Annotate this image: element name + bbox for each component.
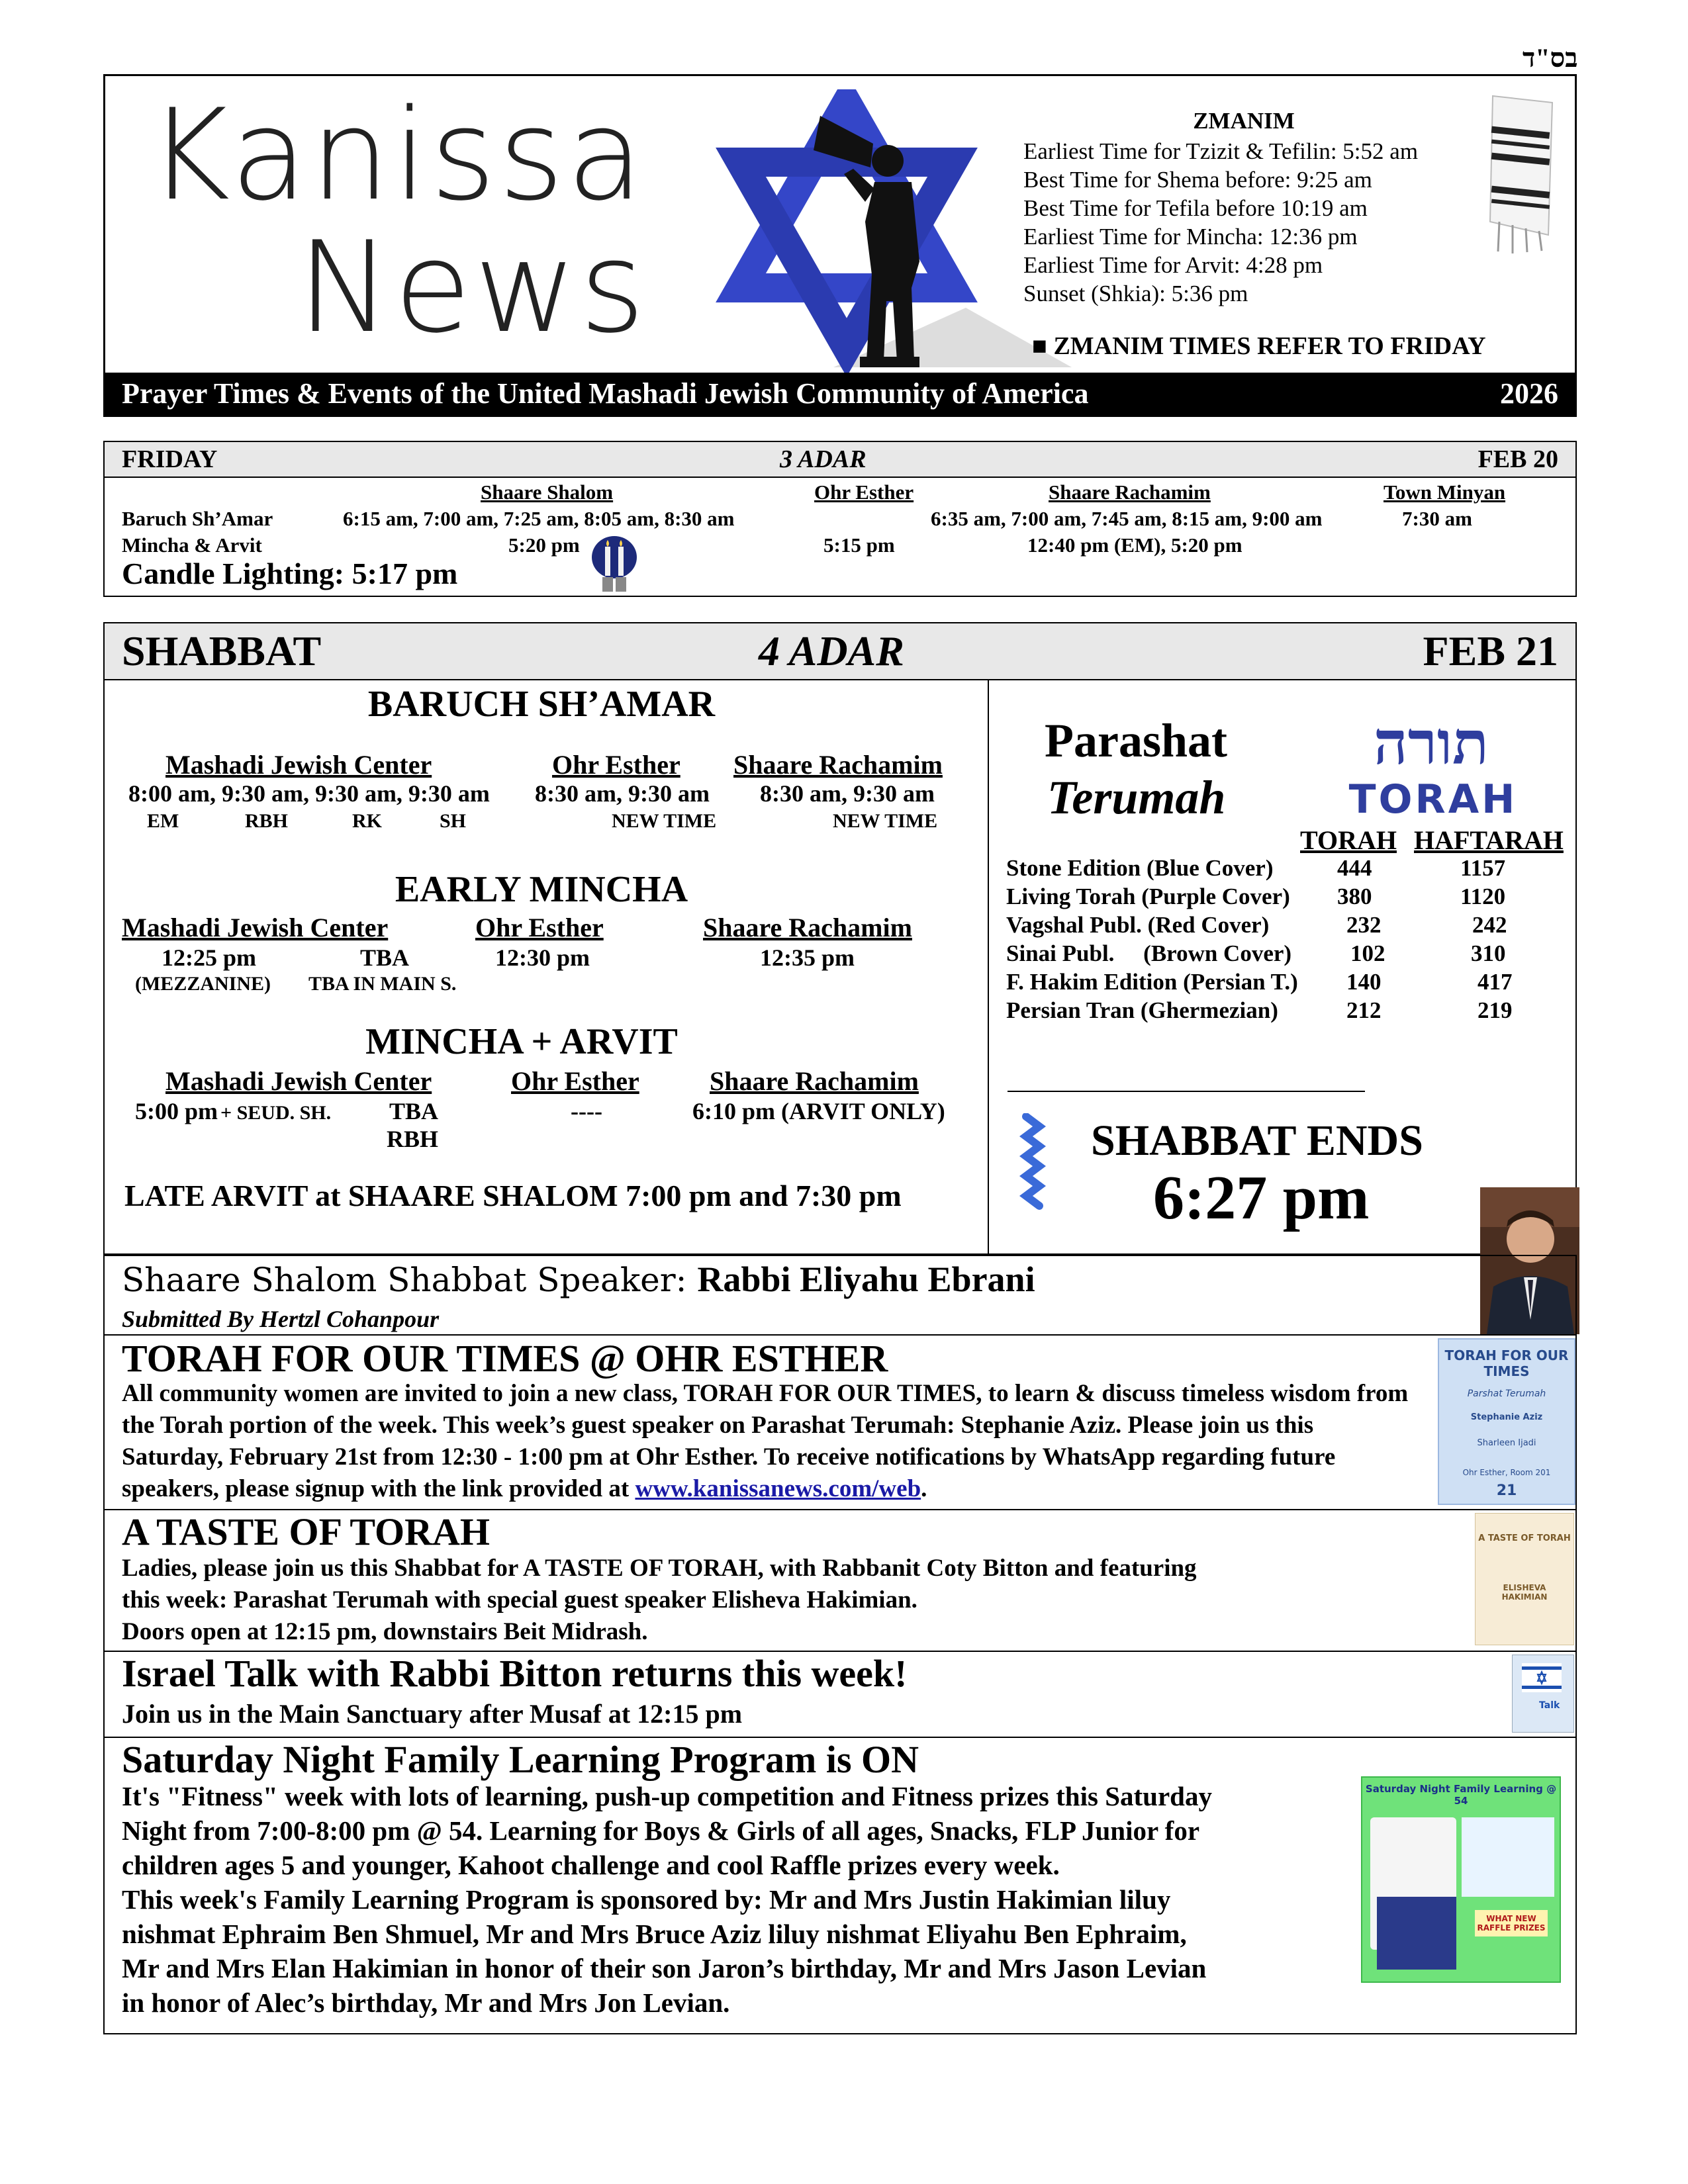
parashat-label: Parashat	[1045, 714, 1227, 767]
friday-col-town-minyan: Town Minyan	[1383, 480, 1506, 504]
zmanim-line: Sunset (Shkia): 5:36 pm	[1023, 281, 1248, 306]
early-note-mezzanine: (MEZZANINE)	[135, 973, 271, 995]
speaker-prefix: Shaare Shalom Shabbat Speaker:	[122, 1261, 698, 1299]
mincha-time-tba: TBA	[389, 1098, 439, 1124]
shabbat-hebrew-date: 4 ADAR	[759, 627, 904, 674]
baruch-sub-em: EM	[147, 810, 179, 832]
shabbat-divider	[988, 679, 989, 1253]
mincha-arvit-title: MINCHA + ARVIT	[365, 1021, 678, 1062]
early-col-mjc: Mashadi Jewish Center	[122, 913, 389, 942]
event-title: Israel Talk with Rabbi Bitton returns this week!	[122, 1652, 908, 1695]
baruch-times-mjc: 8:00 am, 9:30 am, 9:30 am, 9:30 am	[128, 780, 490, 807]
baruch-col-shaare-rachamim: Shaare Rachamim	[733, 750, 943, 780]
square-bullet-icon: ■	[1032, 332, 1054, 360]
friday-row2-oe: 5:15 pm	[823, 533, 895, 557]
masthead-banner	[103, 373, 1577, 415]
early-note-main: TBA IN MAIN S.	[308, 973, 457, 995]
event-torah-times	[105, 1334, 1575, 1510]
baruch-col-mjc: Mashadi Jewish Center	[165, 750, 432, 780]
kanissa-web-link[interactable]: www.kanissanews.com/web	[635, 1475, 921, 1502]
friday-header	[105, 442, 1575, 478]
zmanim-line: Best Time for Tefila before 10:19 am	[1023, 195, 1368, 221]
baruch-sub-new-sr: NEW TIME	[833, 810, 938, 832]
israel-flag-icon	[1522, 1663, 1562, 1692]
mincha-time-sr: 6:10 pm (ARVIT ONLY)	[692, 1098, 945, 1124]
speaker-name: Rabbi Eliyahu Ebrani	[697, 1259, 1035, 1299]
shabbat-day: SHABBAT	[122, 627, 322, 674]
table-row: Sinai Publ. (Brown Cover) 102 310	[1006, 940, 1506, 966]
logo-kanissa: Kanissa	[148, 82, 647, 228]
baruch-sub-new-oe: NEW TIME	[612, 810, 717, 832]
baruch-times-oe: 8:30 am, 9:30 am	[535, 780, 710, 807]
bsd-mark: בס"ד	[1523, 43, 1578, 73]
mincha-seudah-note: + SEUD. SH.	[220, 1102, 332, 1124]
event-body: Ladies, please join us this Shabbat for A TASTE OF TORAH, with Rabbanit Coty Bitton and featuring this week: Parashat Terumah with special guest speaker Elisheva Hakimian. Doors open at 12:15 pm, downstairs Beit Midrash.	[122, 1555, 1197, 1645]
shabbat-ends-time: 6:27 pm	[1153, 1163, 1370, 1232]
event-title: TORAH FOR OUR TIMES @ OHR ESTHER	[122, 1337, 888, 1380]
mincha-time-oe: ----	[571, 1098, 602, 1124]
event-family-learning	[105, 1737, 1575, 2033]
table-row: Stone Edition (Blue Cover) 444 1157	[1006, 855, 1506, 881]
baruch-sub-sh: SH	[440, 810, 467, 832]
early-time-mjc-tba: TBA	[360, 944, 410, 971]
shabbat-date: FEB 21	[1423, 627, 1558, 674]
baruch-sub-rk: RK	[352, 810, 382, 832]
zmanim-line: Earliest Time for Arvit: 4:28 pm	[1023, 252, 1323, 278]
logo-news: News	[297, 214, 648, 361]
early-time-oe: 12:30 pm	[495, 944, 590, 971]
friday-col-shaare-shalom: Shaare Shalom	[481, 480, 614, 504]
late-arvit: LATE ARVIT at SHAARE SHALOM 7:00 pm and 7:30 pm	[124, 1179, 902, 1212]
baruch-sub-rbh: RBH	[245, 810, 289, 832]
early-col-ohr-esther: Ohr Esther	[475, 913, 604, 942]
speaker-line	[122, 1259, 1035, 1300]
zmanim-note: ■ ZMANIM TIMES REFER TO FRIDAY	[1032, 332, 1486, 360]
event-title: A TASTE OF TORAH	[122, 1510, 491, 1553]
table-row: Living Torah (Purple Cover) 380 1120	[1006, 884, 1506, 909]
parashat-name: Terumah	[1047, 771, 1226, 824]
table-col-torah: TORAH	[1300, 825, 1397, 855]
candle-lighting: Candle Lighting: 5:17 pm	[122, 557, 458, 590]
friday-hebrew-date: 3 ADAR	[780, 445, 867, 473]
table-row: F. Hakim Edition (Persian T.) 140 417	[1006, 969, 1513, 995]
mincha-time-rbh: RBH	[387, 1126, 439, 1152]
table-row: Vagshal Publ. (Red Cover) 232 242	[1006, 912, 1507, 938]
friday-row1-tm: 7:30 am	[1402, 507, 1472, 530]
table-col-haftarah: HAFTARAH	[1414, 825, 1564, 855]
zmanim-line: Earliest Time for Mincha: 12:36 pm	[1023, 224, 1358, 250]
friday-col-shaare-rachamim: Shaare Rachamim	[1049, 480, 1211, 504]
event-body: All community women are invited to join a new class, TORAH FOR OUR TIMES, to learn & discuss timeless wisdom from the Torah portion of the week. This week’s guest speaker on Parashat Terumah: Stephanie Aziz. Please join us this Saturday, February 21st from 12:30 - 1:00 pm at Ohr Esther. To receive notifications by WhatsApp regarding future speakers, please signup with the link provided at www.kanissanews.com/web.	[122, 1380, 1409, 1502]
baruch-title: BARUCH SH’AMAR	[367, 684, 716, 725]
speaker-row	[105, 1256, 1575, 1336]
speaker-submitted: Submitted By Hertzl Cohanpour	[122, 1306, 440, 1332]
zmanim-title: ZMANIM	[1193, 108, 1295, 134]
zmanim-line: Best Time for Shema before: 9:25 am	[1023, 167, 1372, 193]
star-of-david-icon	[701, 89, 1072, 381]
early-mincha-title: EARLY MINCHA	[395, 869, 688, 910]
taste-of-torah-flyer: A TASTE OF TORAH ELISHEVA HAKIMIAN	[1475, 1513, 1574, 1645]
friday-day: FRIDAY	[122, 445, 218, 473]
events-section	[103, 1255, 1577, 2034]
mincha-col-mjc: Mashadi Jewish Center	[165, 1066, 432, 1096]
shabbat-section	[103, 622, 1577, 1255]
event-israel-talk	[105, 1651, 1575, 1738]
event-taste-of-torah	[105, 1509, 1575, 1652]
torah-times-flyer: TORAH FOR OUR TIMES Parshat Terumah Stephanie Aziz Sharleen Ijadi Ohr Esther, Room 201 21	[1438, 1338, 1575, 1505]
parashat-rule	[1008, 1091, 1365, 1092]
event-title: Saturday Night Family Learning Program is ON	[122, 1738, 919, 1781]
event-body: Join us in the Main Sanctuary after Musaf at 12:15 pm	[122, 1699, 743, 1729]
zmanim-line: Earliest Time for Tzizit & Tefilin: 5:52 am	[1023, 138, 1419, 164]
early-time-sr: 12:35 pm	[760, 944, 855, 971]
mincha-col-ohr-esther: Ohr Esther	[511, 1066, 639, 1096]
torah-word-logo: TORAH	[1348, 776, 1518, 823]
candles-icon	[589, 535, 639, 594]
table-row: Persian Tran (Ghermezian) 212 219	[1006, 997, 1513, 1023]
tallit-icon	[1479, 89, 1559, 255]
israel-talk-flyer: Talk	[1512, 1655, 1574, 1733]
event-body: It's "Fitness" week with lots of learning, push-up competition and Fitness prizes this Saturday Night from 7:00-8:00 pm @ 54. Learning for Boys & Girls of all ages, Snacks, FLP Junior for children ages 5 and younger, Kahoot challenge and cool Raffle prizes every week. This week's Family Learning Program is sponsored by: Mr and Mrs Justin Hakimian liluy nishmat Ephraim Ben Shmuel, Mr and Mrs Bruce Aziz liluy nishmat Eliyahu Ben Ephraim, Mr and Mrs Elan Hakimian in honor of their son Jaron’s birthday, Mr and Mrs Jason Levian in honor of Alec’s birthday, Mr and Mrs Jon Levian.	[122, 1781, 1212, 2018]
parashat-table	[1006, 854, 1562, 1024]
early-col-shaare-rachamim: Shaare Rachamim	[703, 913, 912, 942]
banner-text: Prayer Times & Events of the United Mashadi Jewish Community of America	[122, 377, 1089, 410]
early-time-mjc: 12:25 pm	[162, 944, 256, 971]
friday-row2-sr: 12:40 pm (EM), 5:20 pm	[1027, 533, 1243, 557]
friday-col-ohr-esther: Ohr Esther	[814, 480, 914, 504]
baruch-col-ohr-esther: Ohr Esther	[552, 750, 680, 780]
friday-date: FEB 20	[1477, 445, 1558, 473]
friday-row1-label: Baruch Sh’Amar	[122, 507, 273, 530]
friday-row2-ss: 5:20 pm	[508, 533, 580, 557]
baruch-times-sr: 8:30 am, 9:30 am	[760, 780, 935, 807]
friday-row1-sr: 6:35 am, 7:00 am, 7:45 am, 8:15 am, 9:00 am	[931, 507, 1323, 530]
shabbat-ends-label: SHABBAT ENDS	[1091, 1116, 1423, 1165]
family-learning-flyer: Saturday Night Family Learning @ 54 WHAT NEW RAFFLE PRIZES	[1361, 1776, 1561, 1983]
zmanim-list	[1023, 137, 1418, 308]
torah-hebrew-logo: תורה	[1374, 708, 1489, 778]
friday-row1-ss: 6:15 am, 7:00 am, 7:25 am, 8:05 am, 8:30 am	[343, 507, 735, 530]
shabbat-header	[105, 623, 1575, 680]
mincha-col-shaare-rachamim: Shaare Rachamim	[710, 1066, 919, 1096]
friday-row2-label: Mincha & Arvit	[122, 533, 262, 557]
mincha-time-mjc: 5:00 pm + SEUD. SH.	[135, 1098, 332, 1124]
friday-section	[103, 441, 1577, 597]
havdalah-candle-icon	[1019, 1113, 1046, 1212]
banner-year: 2026	[1500, 377, 1558, 410]
masthead	[103, 74, 1577, 417]
